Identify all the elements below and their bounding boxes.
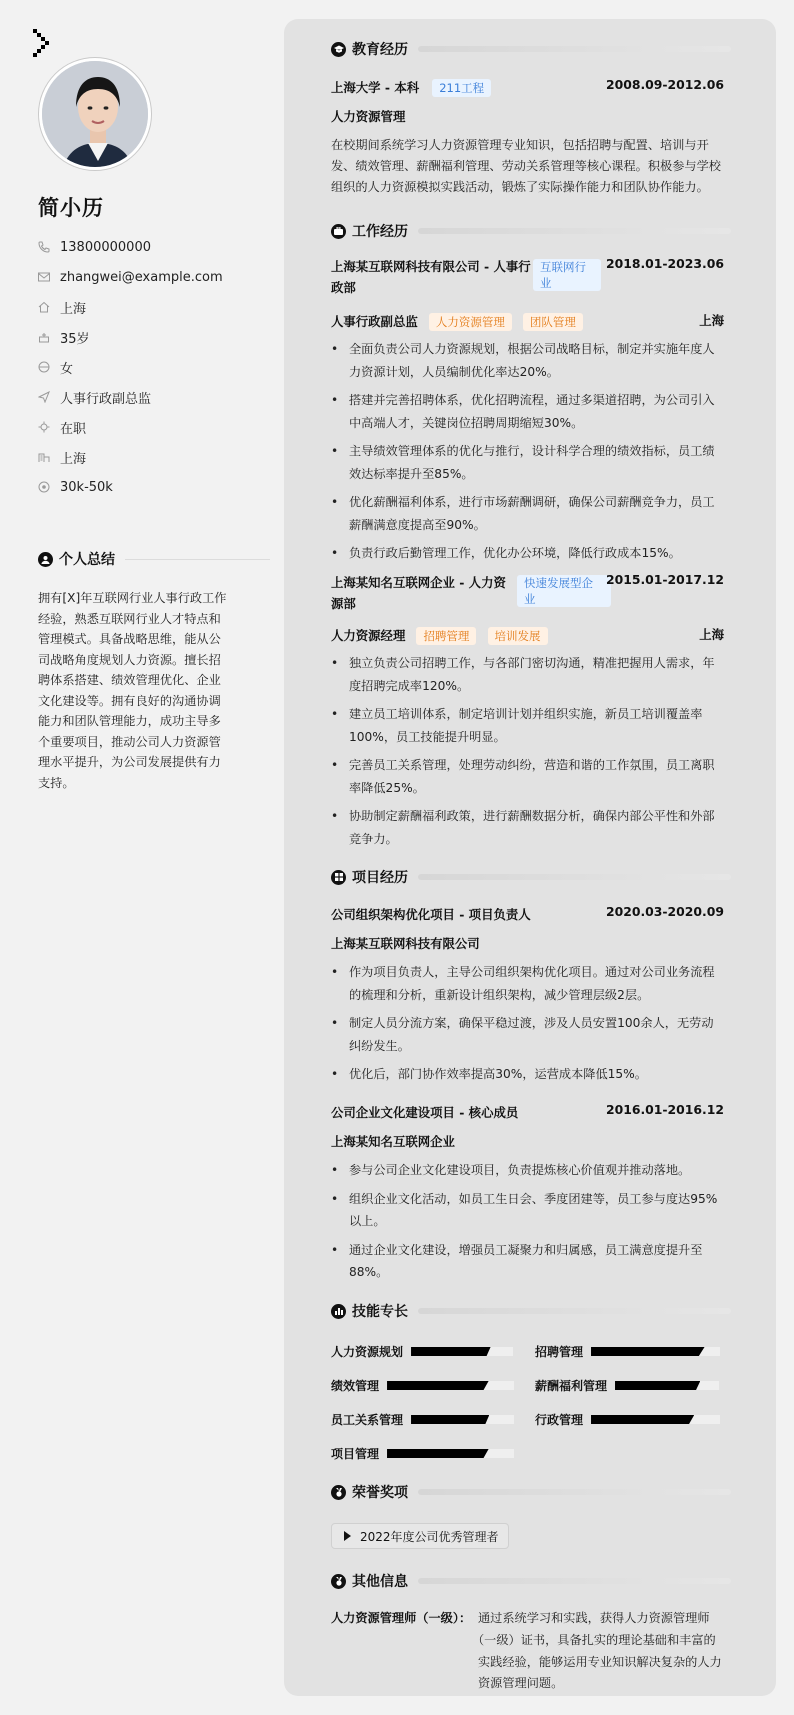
list-item: • 协助制定薪酬福利政策，进行薪酬数据分析，确保内部公平性和外部竞争力。	[331, 805, 724, 850]
skill-fill	[591, 1347, 705, 1356]
project-1-name: 公司组织架构优化项目 - 项目负责人	[331, 907, 531, 922]
other-title-text: 其他信息	[352, 1574, 408, 1590]
divider	[418, 228, 731, 234]
left-column	[0, 0, 270, 1715]
info-age-text: 35岁	[60, 331, 90, 347]
info-phone-text: 13800000000	[60, 239, 151, 255]
info-salary	[38, 472, 223, 502]
other-section-title	[331, 1571, 731, 1591]
skill-fill	[411, 1347, 491, 1356]
education-major: 人力资源管理	[331, 109, 406, 124]
education-description: 在校期间系统学习人力资源管理专业知识，包括招聘与配置、培训与开发、绩效管理、薪酬福利管理、劳动关系管理等核心课程。积极参与学校组织的人力资源模拟实践活动，锻炼了实际操作能力和团队协作能力。	[331, 138, 721, 194]
summary-title-text: 个人总结	[59, 552, 115, 568]
right-column	[284, 19, 776, 1696]
project-2-company: 上海某知名互联网企业	[331, 1134, 455, 1149]
list-item: • 参与公司企业文化建设项目，负责提炼核心价值观并推动落地。	[331, 1159, 724, 1182]
job-1-company-line1: 上海某互联网科技有限公司 - 人事行	[331, 259, 531, 274]
job-2-company	[331, 572, 506, 614]
list-item: • 制定人员分流方案，确保平稳过渡，涉及人员安置100余人，无劳动纠纷发生。	[331, 1012, 724, 1057]
job-2-header	[331, 572, 724, 614]
education-header	[331, 77, 724, 97]
contact-info-list	[38, 232, 223, 502]
candidate-name: 简小历	[38, 196, 104, 220]
avatar-portrait-icon	[42, 61, 151, 170]
job-2-industry-tag-line1: 快速发展型企	[524, 576, 593, 590]
skill-item	[535, 1377, 719, 1394]
list-item: • 建立员工培训体系，制定培训计划并组织实施，新员工培训覆盖率100%，员工技能提升明显。	[331, 703, 724, 748]
list-item: • 主导绩效管理体系的优化与推行，设计科学合理的绩效指标，员工绩效达标率提升至85%。	[331, 440, 724, 485]
certificate-line: （一级）证书，具备扎实的理论基础和丰富的	[472, 1632, 716, 1647]
certificate-description	[472, 1608, 722, 1695]
job-2-position: 人力资源经理	[331, 628, 406, 643]
list-item: • 全面负责公司人力资源规划，根据公司战略目标，制定并实施年度人力资源计划，人员编制优化率达20%。	[331, 338, 724, 383]
skill-item	[331, 1411, 514, 1428]
skill-name: 薪酬福利管理	[535, 1379, 608, 1393]
skill-item	[535, 1343, 720, 1360]
skill-name: 项目管理	[331, 1447, 380, 1461]
skill-item	[331, 1445, 514, 1462]
project-2-bullets	[331, 1159, 724, 1290]
skills-section-title	[331, 1301, 731, 1321]
job-1-tag-1: 人力资源管理	[429, 313, 512, 331]
project-1-company: 上海某互联网科技有限公司	[331, 936, 480, 951]
bar-chart-icon	[331, 1304, 346, 1319]
job-2-city: 上海	[699, 627, 724, 642]
divider	[125, 559, 270, 560]
projects-title-text: 项目经历	[352, 870, 408, 886]
job-1-position: 人事行政副总监	[331, 314, 418, 329]
job-2-company-line1: 上海某知名互联网企业 - 人力资	[331, 575, 506, 590]
awards-section-title	[331, 1482, 731, 1502]
summary-section-title	[38, 549, 270, 569]
education-section-title	[331, 39, 731, 59]
user-icon	[38, 552, 53, 567]
job-1-industry-tag-line2: 业	[540, 276, 552, 290]
skill-bar	[615, 1381, 719, 1390]
job-1-city: 上海	[699, 313, 724, 328]
skill-fill	[591, 1415, 694, 1424]
skill-fill	[387, 1381, 489, 1390]
school-tag: 211工程	[432, 79, 491, 97]
info-city-text: 上海	[60, 451, 87, 467]
job-2-tag-2: 培训发展	[488, 627, 548, 645]
graduation-cap-icon	[331, 42, 346, 57]
project-1-bullets	[331, 961, 724, 1092]
divider	[418, 1489, 731, 1495]
job-2-position-row	[331, 625, 724, 645]
skill-bar	[387, 1449, 514, 1458]
skill-bar	[387, 1381, 514, 1390]
info-phone	[38, 232, 223, 262]
list-item: • 优化薪酬福利体系，进行市场薪酬调研，确保公司薪酬竞争力，员工薪酬满意度提高至90%。	[331, 491, 724, 536]
skill-name: 绩效管理	[331, 1379, 380, 1393]
list-item: • 优化后，部门协作效率提高30%，运营成本降低15%。	[331, 1063, 724, 1086]
award-text: 2022年度公司优秀管理者	[360, 1529, 499, 1544]
job-1-industry-tag-line1: 互联网行	[540, 260, 586, 274]
project-2-date: 2016.01-2016.12	[605, 1102, 724, 1117]
job-1-date: 2018.01-2023.06	[605, 256, 724, 271]
age-icon	[38, 331, 50, 343]
awards-title-text: 荣誉奖项	[352, 1485, 408, 1501]
job-1-position-row	[331, 311, 724, 331]
work-title-text: 工作经历	[352, 224, 408, 240]
work-section-title	[331, 221, 731, 241]
projects-section-title	[331, 867, 731, 887]
school-name: 上海大学 - 本科	[331, 80, 420, 95]
job-2-bullets	[331, 652, 724, 856]
project-1-header	[331, 904, 724, 924]
list-item: • 通过企业文化建设，增强员工凝聚力和归属感，员工满意度提升至88%。	[331, 1239, 724, 1284]
list-item: • 负责行政后勤管理工作，优化办公环境，降低行政成本15%。	[331, 542, 724, 565]
skill-name: 招聘管理	[535, 1345, 584, 1359]
info-location	[38, 292, 223, 322]
status-icon	[38, 421, 50, 433]
list-item: • 作为项目负责人，主导公司组织架构优化项目。通过对公司业务流程的梳理和分析，重新设计组织架构，减少管理层级2层。	[331, 961, 724, 1006]
list-item: • 组织企业文化活动，如员工生日会、季度团建等，员工参与度达95%以上。	[331, 1188, 724, 1233]
info-gender	[38, 352, 223, 382]
info-status-text: 在职	[60, 421, 87, 437]
logo-icon	[33, 29, 51, 57]
skills-title-text: 技能专长	[352, 1304, 408, 1320]
award-item[interactable]	[331, 1523, 509, 1549]
skill-bar	[591, 1347, 720, 1356]
job-1-tag-2: 团队管理	[523, 313, 583, 331]
job-1-header	[331, 256, 724, 298]
avatar	[39, 58, 151, 170]
job-1-industry-tag	[533, 259, 601, 291]
skill-bar	[411, 1347, 513, 1356]
list-item: • 搭建并完善招聘体系，优化招聘流程，通过多渠道招聘，为公司引入中高端人才，关键岗位招聘周期缩短30%。	[331, 389, 724, 434]
info-position	[38, 382, 223, 412]
info-salary-text: 30k-50k	[60, 479, 113, 495]
divider	[418, 46, 731, 52]
skill-item	[535, 1411, 720, 1428]
skill-bar	[591, 1415, 720, 1424]
info-status	[38, 412, 223, 442]
skill-fill	[411, 1415, 489, 1424]
info-location-text: 上海	[60, 301, 87, 317]
project-1-date: 2020.03-2020.09	[605, 904, 724, 919]
skill-item	[331, 1343, 513, 1360]
divider	[418, 874, 731, 880]
phone-icon	[38, 241, 50, 253]
education-date: 2008.09-2012.06	[605, 77, 724, 92]
skill-name: 员工关系管理	[331, 1413, 404, 1427]
skill-item	[331, 1377, 514, 1394]
project-2-name: 公司企业文化建设项目 - 核心成员	[331, 1105, 519, 1120]
divider	[418, 1578, 731, 1584]
salary-icon	[38, 481, 50, 493]
certificate-line: 资源管理问题。	[478, 1676, 564, 1691]
info-gender-text: 女	[60, 361, 74, 377]
medal-icon	[331, 1574, 346, 1589]
project-2-header	[331, 1102, 724, 1122]
job-1-company	[331, 256, 531, 298]
home-icon	[38, 301, 50, 313]
gender-icon	[38, 361, 50, 373]
certificate-line: 通过系统学习和实践，获得人力资源管理师	[478, 1611, 710, 1625]
skill-name: 人力资源规划	[331, 1345, 404, 1359]
grid-icon	[331, 870, 346, 885]
skill-fill	[615, 1381, 700, 1390]
summary-text: 拥有[X]年互联网行业人事行政工作经验，熟悉互联网行业人才特点和管理模式。具备战略思维，能从公司战略角度规划人力资源。擅长招聘体系搭建、绩效管理优化、企业文化建设等。拥有良好的沟通协调能力和团队管理能力，成功主导多个重要项目，推动公司人力资源管理水平提升，为公司发展提供有力支持。	[38, 591, 227, 790]
education-title-text: 教育经历	[352, 42, 408, 58]
job-2-industry-tag-line2: 业	[524, 592, 536, 606]
skill-fill	[387, 1449, 489, 1458]
job-icon	[38, 391, 50, 403]
medal-icon	[331, 1485, 346, 1500]
mail-icon	[38, 271, 50, 283]
info-email-text: zhangwei@example.com	[60, 269, 223, 285]
list-item: • 完善员工关系管理，处理劳动纠纷，营造和谐的工作氛围，员工离职率降低25%。	[331, 754, 724, 799]
info-email	[38, 262, 223, 292]
certificate-line: 实践经验，能够运用专业知识解决复杂的人力	[478, 1654, 722, 1669]
list-item: • 独立负责公司招聘工作，与各部门密切沟通，精准把握用人需求，年度招聘完成率120%。	[331, 652, 724, 697]
job-2-tag-1: 招聘管理	[416, 627, 476, 645]
skill-bar	[411, 1415, 514, 1424]
job-1-bullets	[331, 338, 724, 571]
play-icon	[344, 1531, 351, 1541]
info-position-text: 人事行政副总监	[60, 391, 152, 407]
briefcase-icon	[331, 224, 346, 239]
job-2-date: 2015.01-2017.12	[605, 572, 724, 587]
certificate-label: 人力资源管理师（一级）：	[331, 1611, 472, 1625]
city-icon	[38, 451, 50, 463]
job-2-company-line2: 源部	[331, 596, 356, 611]
info-age	[38, 322, 223, 352]
divider	[418, 1308, 731, 1314]
info-city	[38, 442, 223, 472]
job-2-industry-tag	[517, 575, 611, 607]
skill-name: 行政管理	[535, 1413, 584, 1427]
job-1-company-line2: 政部	[331, 280, 356, 295]
